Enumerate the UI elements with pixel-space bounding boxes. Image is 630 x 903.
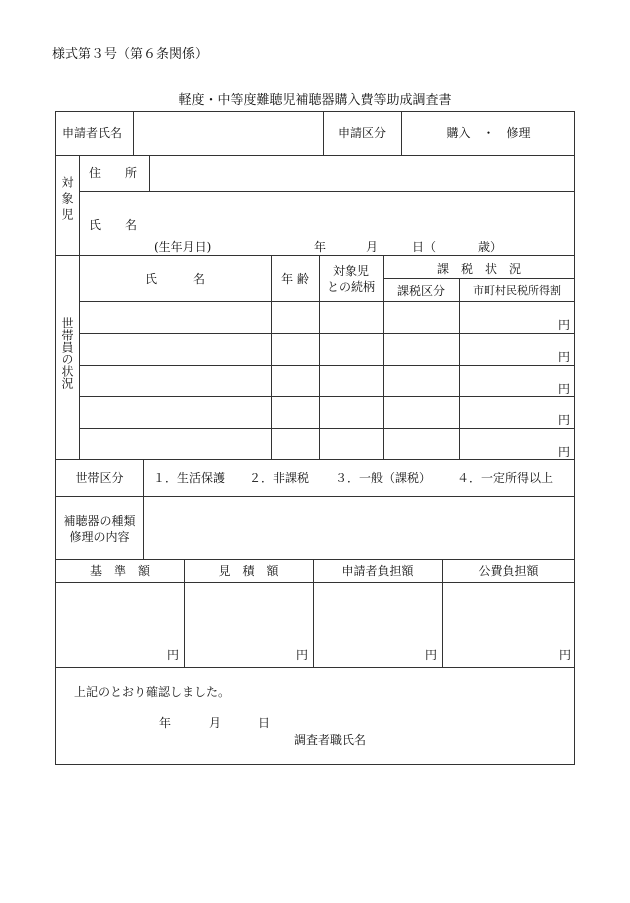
device-type-label: 補聴器の種類 — [63, 514, 136, 528]
estimate-amount-header: 見 積 額 — [218, 564, 279, 578]
yen-unit: 円 — [559, 648, 572, 662]
survey-form-table — [55, 111, 575, 765]
household-class-option[interactable]: １．生活保護 — [153, 471, 226, 485]
birth-month-unit: 月 — [366, 240, 379, 254]
col-municipal-tax: 市町村民税所得割 — [473, 284, 561, 297]
col-member-name: 氏 名 — [144, 272, 205, 286]
col-tax-class: 課税区分 — [396, 284, 445, 298]
address-label: 住 所 — [89, 166, 138, 180]
col-relation-line1: 対象児 — [332, 264, 369, 278]
household-members-label: 世帯員の状況 — [60, 317, 74, 389]
birth-day-unit: 日（ — [412, 240, 437, 254]
application-type-label: 申請区分 — [338, 126, 387, 140]
address-field[interactable] — [150, 156, 574, 190]
target-child-label: 対象児 — [60, 176, 74, 224]
applicant-name-field[interactable] — [134, 113, 322, 154]
household-class-option[interactable]: ２．非課税 — [249, 471, 310, 485]
col-relation-line2: との続柄 — [326, 280, 375, 294]
investigator-name-label: 調査者職氏名 — [294, 733, 367, 747]
repair-content-label: 修理の内容 — [69, 530, 130, 544]
document-title: 軽度・中等度難聴児補聴器購入費等助成調査書 — [178, 93, 452, 108]
yen-unit: 円 — [558, 413, 571, 427]
yen-unit: 円 — [167, 648, 180, 662]
device-detail-field[interactable] — [144, 497, 574, 558]
standard-amount-header: 基 準 額 — [89, 564, 150, 578]
form-number: 様式第３号（第６条関係） — [52, 47, 209, 62]
applicant-burden-header: 申請者負担額 — [341, 564, 414, 578]
yen-unit: 円 — [558, 382, 571, 396]
yen-unit: 円 — [558, 318, 571, 332]
yen-unit: 円 — [296, 648, 309, 662]
birth-year-unit: 年 — [314, 240, 327, 254]
yen-unit: 円 — [558, 350, 571, 364]
household-class-option[interactable]: ４．一定所得以上 — [457, 471, 554, 485]
confirm-day-unit: 日 — [258, 716, 271, 730]
public-burden-header: 公費負担額 — [478, 564, 539, 578]
child-name-field[interactable] — [150, 192, 574, 238]
col-age: 年 齢 — [281, 272, 309, 286]
yen-unit: 円 — [425, 648, 438, 662]
age-unit: 歳） — [478, 240, 503, 254]
confirm-year-unit: 年 — [159, 716, 172, 730]
confirmation-text: 上記のとおり確認しました。 — [74, 685, 231, 699]
yen-unit: 円 — [558, 445, 571, 459]
child-name-label: 氏 名 — [89, 218, 138, 232]
application-type-options[interactable]: 購入 ・ 修理 — [446, 126, 531, 140]
birth-date-label: (生年月日) — [154, 240, 212, 254]
household-class-option[interactable]: ３．一般（課税） — [335, 471, 432, 485]
confirm-month-unit: 月 — [209, 716, 222, 730]
col-tax-status: 課 税 状 況 — [436, 262, 521, 276]
household-class-label: 世帯区分 — [75, 471, 124, 485]
applicant-name-label: 申請者氏名 — [62, 126, 123, 140]
